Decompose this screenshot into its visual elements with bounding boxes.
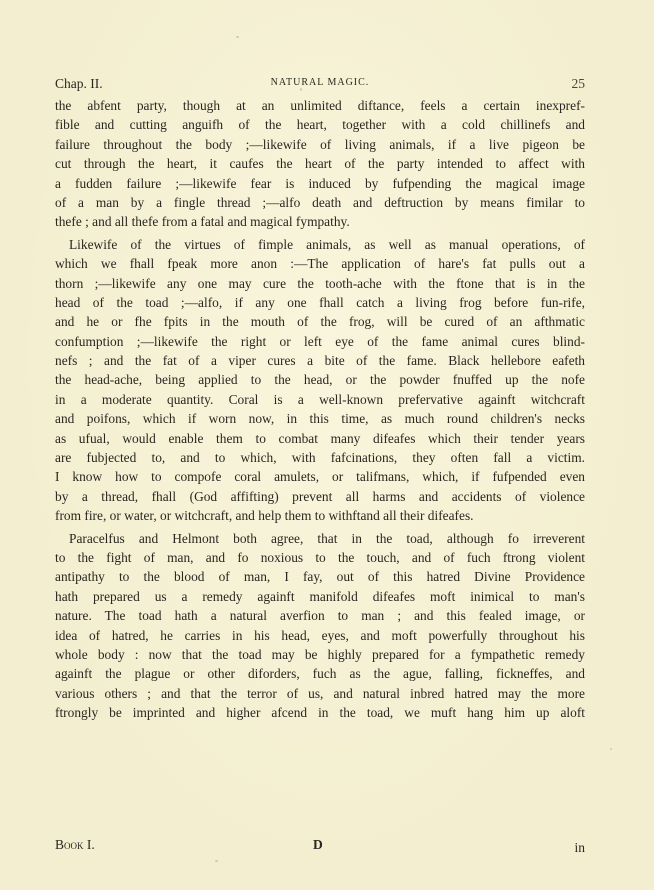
- paragraph: [55, 235, 585, 526]
- text-line: antipathy to the blood of man, I fay, out of this hatred Divine Providence: [55, 569, 585, 585]
- text-line: Likewife of the virtues of fimple animals, as well as manual operations, of: [69, 236, 585, 252]
- text-line: thorn ;—likewife any one may cure the tooth-ache with the ftone that is in the: [55, 275, 585, 291]
- body-text: [55, 96, 585, 723]
- text-line: Paracelfus and Helmont both agree, that in the toad, although fo irreverent: [69, 530, 585, 546]
- text-line: as ufual, would enable them to combat many difeafes which their tender years: [55, 430, 585, 446]
- catchword: in: [574, 840, 585, 855]
- text-line: which we fhall fpeak more anon :—The application of hare's fat pulls out a: [55, 256, 585, 272]
- text-line: ftrongly be imprinted and higher afcend in the toad, we muft hang him up aloft: [55, 705, 585, 721]
- text-line: nefs ; and the fat of a viper cures a bite of the fame. Black hellebore eafeth: [55, 353, 585, 369]
- text-line: by a thread, fhall (God affifting) prevent all harms and accidents of violence: [55, 488, 585, 504]
- text-line: and he or fhe fpits in the mouth of the frog, will be cured of an afthmatic: [55, 314, 585, 330]
- text-line: againft the plague or other diforders, fuch as the ague, falling, fickneffes, and: [55, 666, 585, 682]
- text-line: various others ; and that the terror of us, and natural inbred hatred may the more: [55, 685, 585, 701]
- paragraph: [55, 529, 585, 723]
- text-line: cut through the heart, it caufes the heart of the party intended to affect with: [55, 156, 585, 172]
- signature-mark: D: [313, 837, 323, 852]
- text-line: in a moderate quantity. Coral is a well-known prefervative againft witchcraft: [55, 391, 585, 407]
- text-line: to the fight of man, and fo noxious to the touch, and of fuch ftrong violent: [55, 549, 585, 565]
- text-line: idea of hatred, he carries in his head, eyes, and moft powerfully throughout his: [55, 627, 585, 643]
- text-line: failure throughout the body ;—likewife of living animals, if a live pigeon be: [55, 136, 585, 152]
- text-line: nature. The toad hath a natural averfion to man ; and this fealed image, or: [55, 608, 585, 624]
- text-line: thefe ; and all thefe from a fatal and magical fympathy.: [55, 214, 350, 230]
- text-line: of a man by a fingle thread ;—alfo death and deftruction by means fimilar to: [55, 194, 585, 210]
- book-signature: Book I.: [55, 837, 95, 852]
- page-number: 25: [571, 76, 585, 91]
- text-line: fible and cutting anguifh of the heart, together with a cold chillinefs and: [55, 117, 585, 133]
- text-line: I know how to compofe coral amulets, or talifmans, which, if fufpended even: [55, 469, 585, 485]
- paper-speck: [610, 748, 612, 750]
- page-footer: [55, 837, 585, 855]
- text-line: and poifons, which if worn now, in this time, as much round children's necks: [55, 411, 585, 427]
- paper-speck: [236, 36, 239, 38]
- paper-speck: [215, 860, 218, 862]
- text-line: hath prepared us a remedy againft manifold difeafes moft inimical to man's: [55, 588, 585, 604]
- running-header: [55, 76, 585, 94]
- text-line: from fire, or water, or witchcraft, and help them to withftand all their difeafes.: [55, 508, 474, 524]
- text-line: head of the toad ;—alfo, if any one fhall catch a living frog before fun-rife,: [55, 294, 585, 310]
- text-line: the abfent party, though at an unlimited diftance, feels a certain inexpref-: [55, 98, 585, 113]
- text-line: confumption ;—likewife the right or left eye of the fame animal cures blind-: [55, 333, 585, 349]
- chapter-label: Chap. II.: [55, 76, 103, 91]
- paragraph: [55, 96, 585, 232]
- text-line: the head-ache, being applied to the head, or the powder fnuffed up the nofe: [55, 372, 585, 388]
- running-title: NATURAL MAGIC.: [270, 77, 370, 88]
- text-line: a fudden failure ;—likewife fear is induced by fufpending the magical image: [55, 175, 585, 191]
- text-line: whole body : now that the toad may be highly prepared for a fympathetic remedy: [55, 646, 585, 662]
- text-line: are fubjected to, and to which, with fafcinations, they often fall a victim.: [55, 450, 585, 466]
